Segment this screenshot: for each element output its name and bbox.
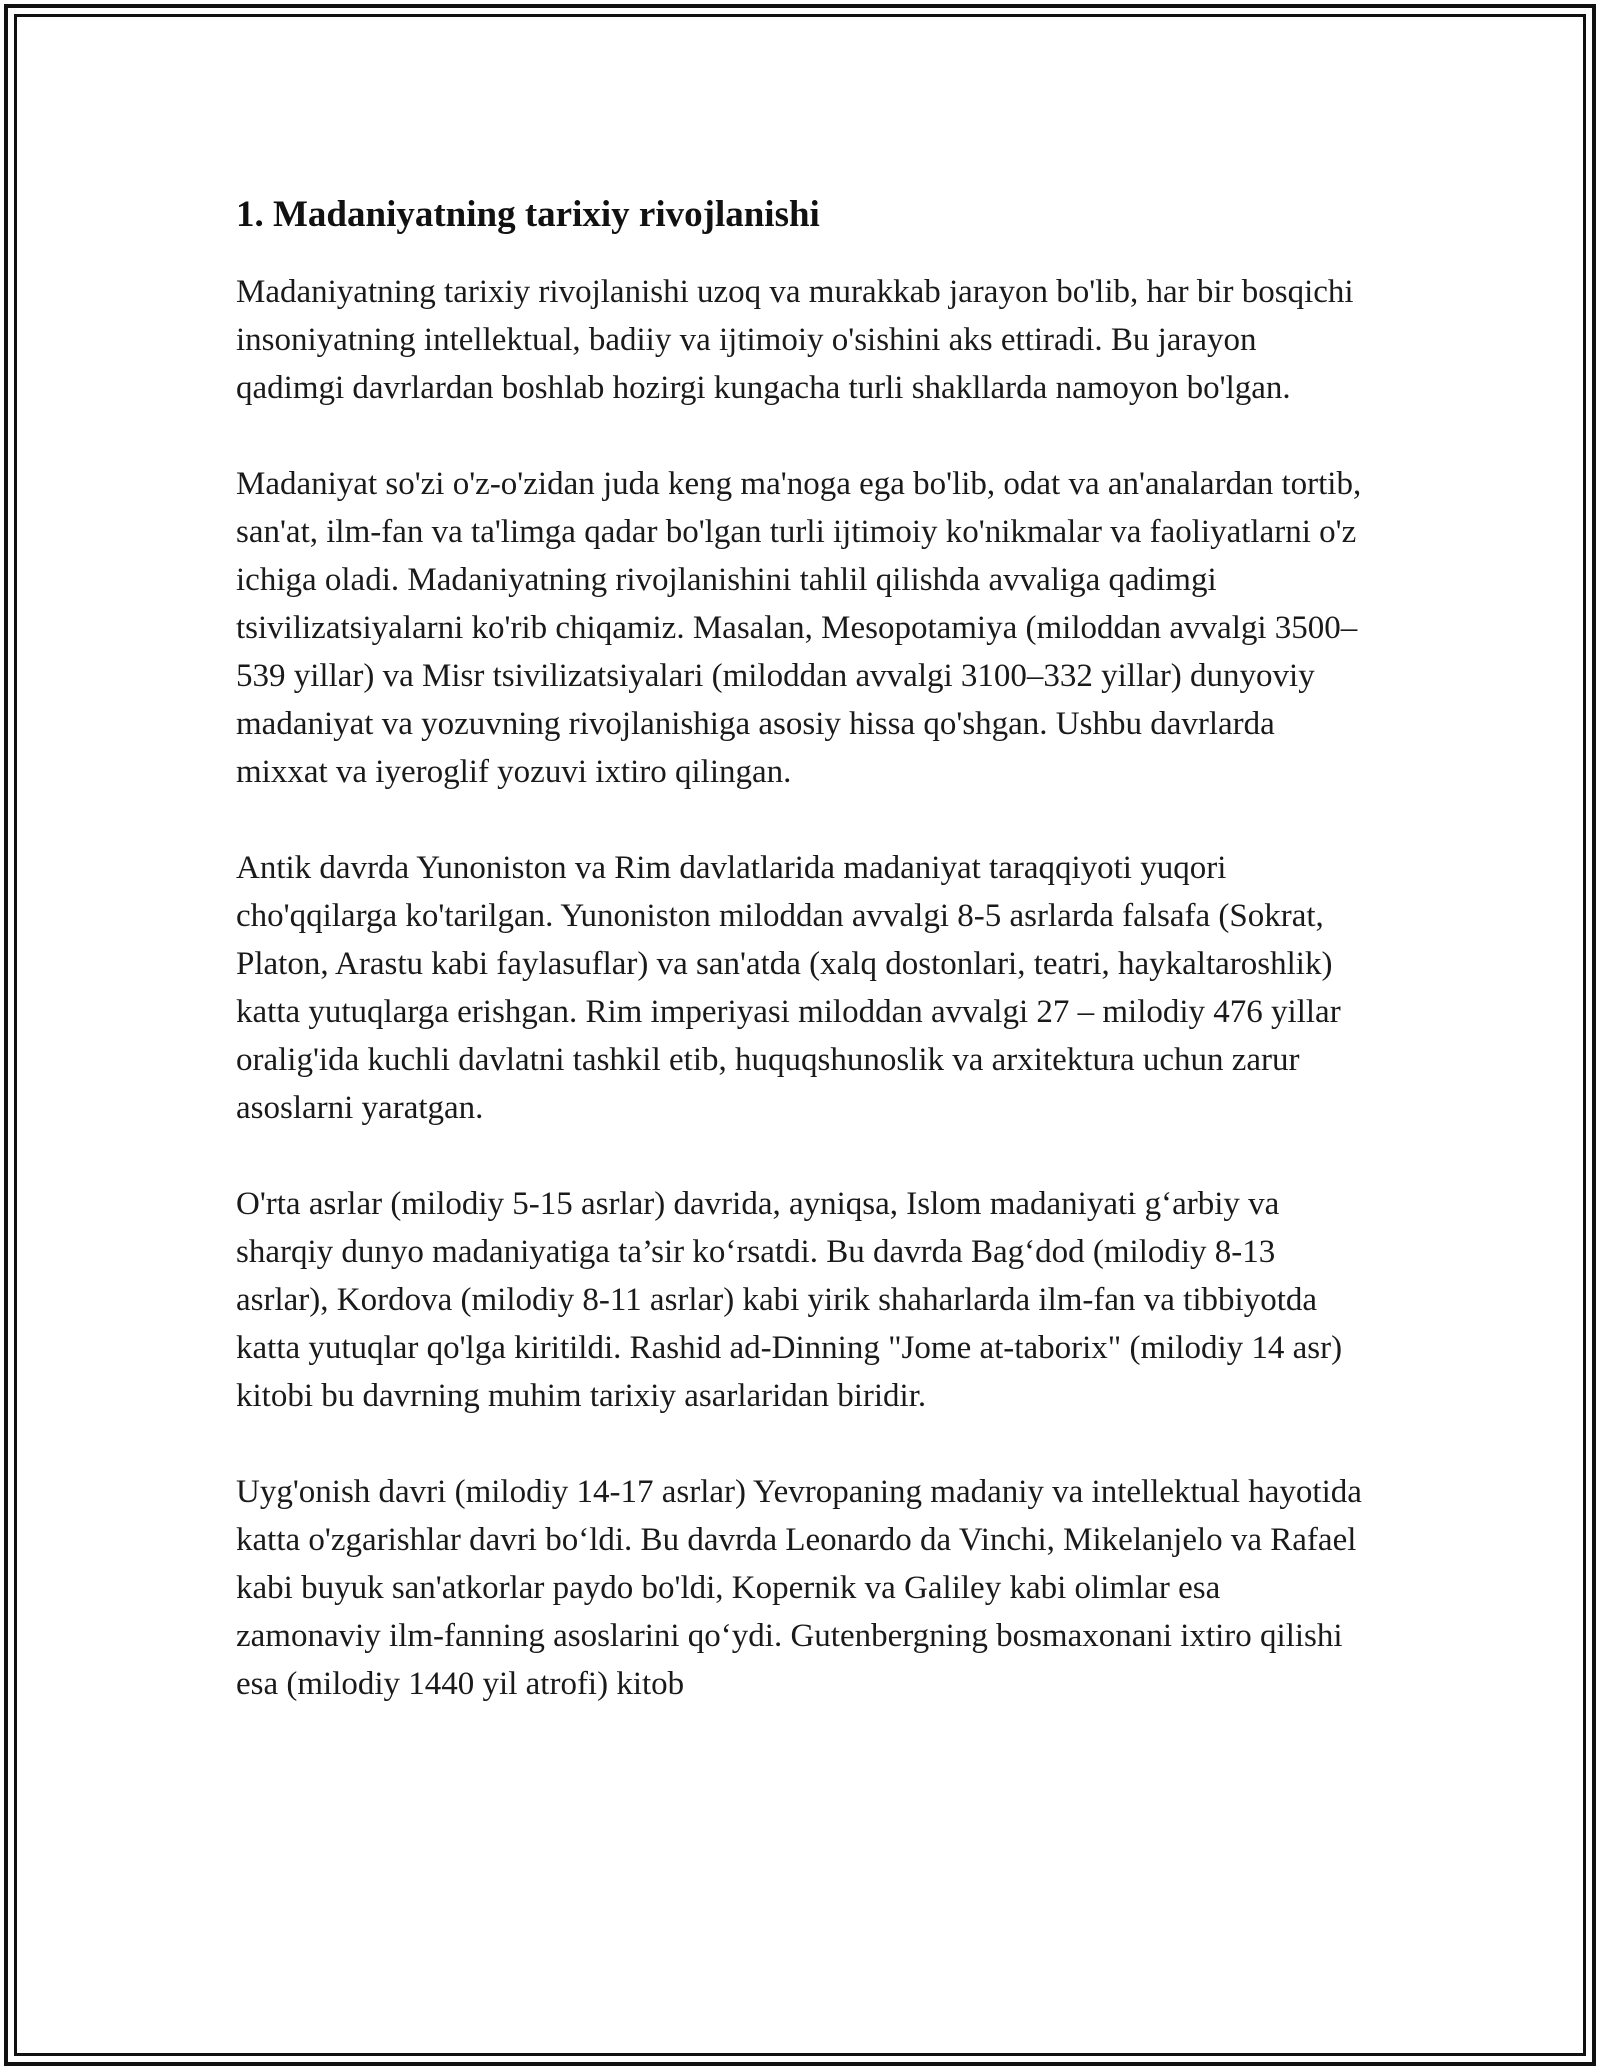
paragraph-renaissance: Uyg'onish davri (milodiy 14-17 asrlar) Yevropaning madaniy va intellektual hayotida katta o'zgarishlar davri bo‘ldi. Bu davrda Leonardo da Vinchi, Mikelanjelo va Rafael kabi buyuk san'atkorlar paydo bo'ldi, Kopernik va Galiley kabi olimlar esa zamonaviy ilm-fanning asoslarini qo‘ydi. Gutenbergning bosmaxonani ixtiro qilishi esa (milodiy 1440 yil atrofi) kitob [236,1474,1362,1702]
paragraph-antiquity: Antik davrda Yunoniston va Rim davlatlarida madaniyat taraqqiyoti yuqori cho'qqilarga ko'tarilgan. Yunoniston miloddan avvalgi 8-5 asrlarda falsafa (Sokrat, Platon, Arastu kabi faylasuflar) va san'atda (xalq dostonlari, teatri, haykaltaroshlik) katta yutuqlarga erishgan. Rim imperiyasi miloddan avvalgi 27 – milodiy 476 yillar oralig'ida kuchli davlatni tashkil etib, huquqshunoslik va arxitektura uchun zarur asoslarni yaratgan. [236,850,1341,1126]
paragraph-ancient-civilizations: Madaniyat so'zi o'z-o'zidan juda keng ma'noga ega bo'lib, odat va an'analardan tortib, san'at, ilm-fan va ta'limga qadar bo'lgan turli ijtimoiy ko'nikmalar va faoliyatlarni o'z ichiga oladi. Madaniyatning rivojlanishini tahlil qilishda avvaliga qadimgi tsivilizatsiyalarni ko'rib chiqamiz. Masalan, Mesopotamiya (miloddan avvalgi 3500–539 yillar) va Misr tsivilizatsiyalari (miloddan avvalgi 3100–332 yillar) dunyoviy madaniyat va yozuvning rivojlanishiga asosiy hissa qo'shgan. Ushbu davrlarda mixxat va iyeroglif yozuvi ixtiro qilingan. [236,466,1362,790]
paragraph-middle-ages: O'rta asrlar (milodiy 5-15 asrlar) davrida, ayniqsa, Islom madaniyati g‘arbiy va sharqiy dunyo madaniyatiga ta’sir ko‘rsatdi. Bu davrda Bag‘dod (milodiy 8-13 asrlar), Kordova (milodiy 8-11 asrlar) kabi yirik shaharlarda ilm-fan va tibbiyotda katta yutuqlar qo'lga kiritildi. Rashid ad-Dinning "Jome at-taborix" (milodiy 14 asr) kitobi bu davrning muhim tarixiy asarlaridan biridir. [236,1186,1343,1414]
document-body [236,186,1372,1708]
section-heading: 1. Madaniyatning tarixiy rivojlanishi [236,194,820,235]
paragraph-intro: Madaniyatning tarixiy rivojlanishi uzoq va murakkab jarayon bo'lib, har bir bosqichi insoniyatning intellektual, badiiy va ijtimoiy o'sishini aks ettiradi. Bu jarayon qadimgi davrlardan boshlab hozirgi kungacha turli shakllarda namoyon bo'lgan. [236,274,1354,406]
